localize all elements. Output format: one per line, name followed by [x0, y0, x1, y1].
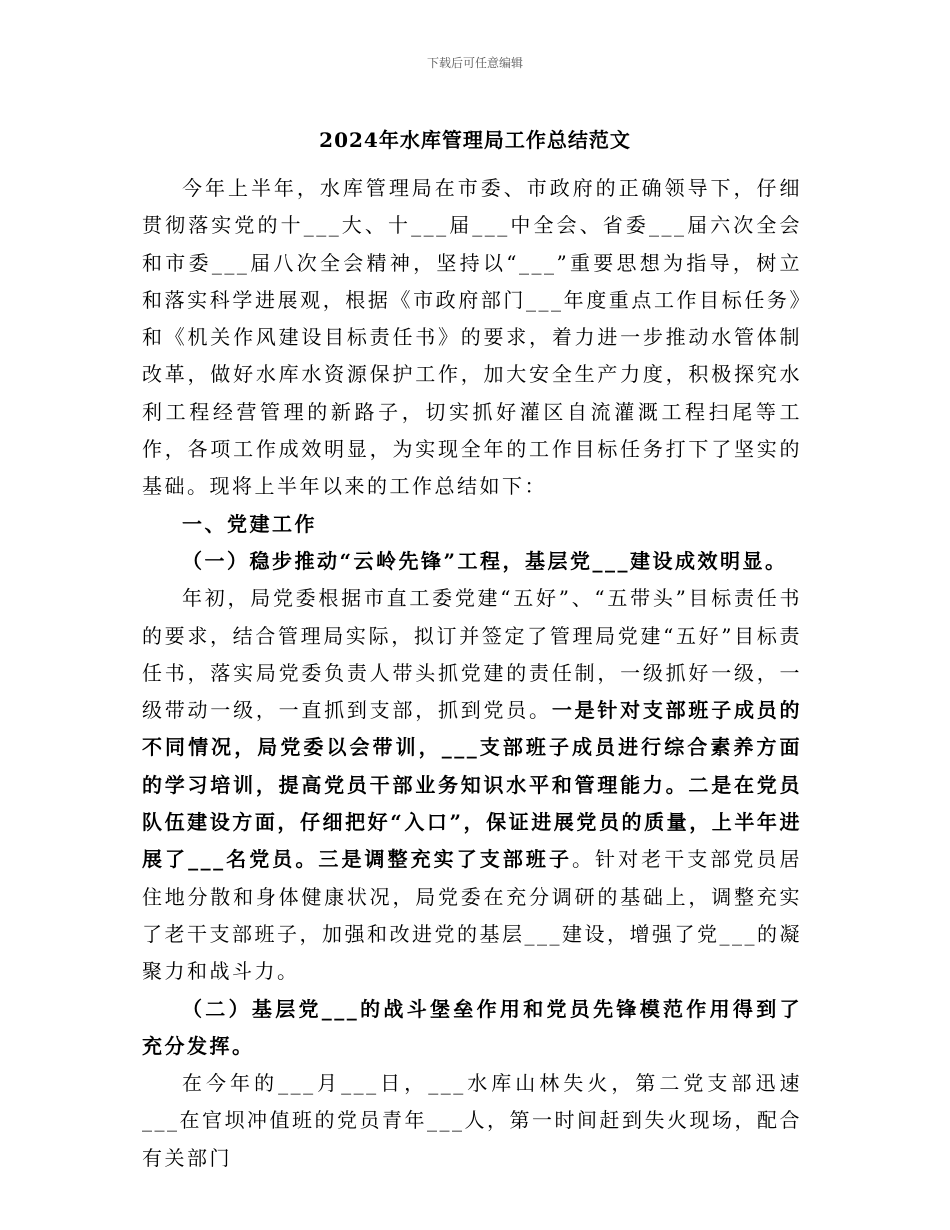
subsection-heading-2: （二）基层党___的战斗堡垒作用和党员先锋模范作用得到了充分发挥。 [142, 996, 802, 1058]
subsection-heading-1: （一）稳步推动“云岭先锋”工程，基层党___建设成效明显。 [182, 548, 788, 573]
paragraph-normal-text: 年初，局党委根据市直工委党建“五好”、“五带头”目标责任书的要求，结合管理局实际，拟订并签定了管理局党建“五好”目标责任书，落实局党委负责人带头抓党建的责任制，一级抓好一级，一级带动一级，一直抓到支部，抓到党员。 [142, 586, 802, 723]
paragraph-tail-text: 。针对老干支部党员居住地分散和身体健康状况，局党委在充分调研的基础上，调整充实了老干支部班子，加强和改进党的基层___建设，增强了党___的凝聚力和战斗力。 [142, 847, 803, 984]
paragraph-fire-response: 在今年的___月___日，___水库山林失火，第二党支部迅速___在官坝冲值班的党员青年___人，第一时间赶到失火现场，配合有关部门 [142, 1071, 802, 1170]
document-title: 2024年水库管理局工作总结范文 [319, 128, 631, 152]
paragraph-bold-text: 一是针对支部班子成员的不同情况，局党委以会带训，___支部班子成员进行综合素养方面的学习培训，提高党员干部业务知识水平和管理能力。二是在党员队伍建设方面，仔细把好“入口”，保证进展党员的质量，上半年进展了___名党员。三是调整充实了支部班子 [142, 698, 803, 872]
document-body [142, 170, 802, 1177]
section-heading-party-building: 一、党建工作 [182, 511, 317, 536]
paragraph-party-building [142, 580, 802, 990]
page-header-note: 下载后可任意编辑 [426, 56, 523, 70]
intro-paragraph: 今年上半年，水库管理局在市委、市政府的正确领导下，仔细贯彻落实党的十___大、十___届___中全会、省委___届六次全会和市委___届八次全会精神，坚持以“___”重要思想为指导，树立和落实科学进展观，根据《市政府部门___年度重点工作目标任务》和《机关作风建设目标责任书》的要求，着力进一步推动水管体制改革，做好水库水资源保护工作，加大安全生产力度，积极探究水利工程经营管理的新路子，切实抓好灌区自流灌溉工程扫尾等工作，各项工作成效明显，为实现全年的工作目标任务打下了坚实的基础。现将上半年以来的工作总结如下： [142, 176, 802, 499]
